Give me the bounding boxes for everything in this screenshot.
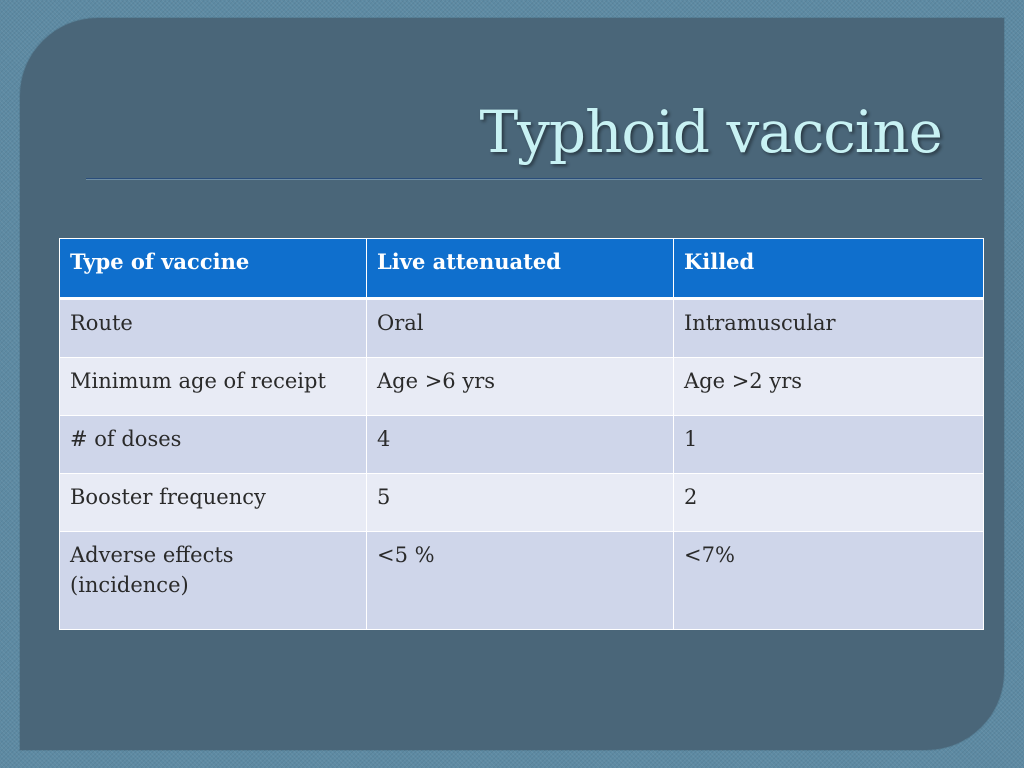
header-type-of-vaccine: Type of vaccine <box>60 239 367 299</box>
killed-cell: 2 <box>674 474 984 532</box>
header-live-attenuated: Live attenuated <box>367 239 674 299</box>
table-row-doses <box>60 416 984 474</box>
table-row-route <box>60 299 984 358</box>
killed-cell: Age >2 yrs <box>674 358 984 416</box>
row-label-cell: Minimum age of receipt <box>60 358 367 416</box>
slide-title: Typhoid vaccine <box>479 98 942 166</box>
table-header-row <box>60 239 984 299</box>
live-attenuated-cell: Age >6 yrs <box>367 358 674 416</box>
row-label-cell: Route <box>60 299 367 358</box>
vaccine-comparison-table <box>59 238 984 630</box>
table-row-minimum-age <box>60 358 984 416</box>
live-attenuated-cell: 4 <box>367 416 674 474</box>
killed-cell: <7% <box>674 532 984 630</box>
killed-cell: 1 <box>674 416 984 474</box>
row-label-cell: # of doses <box>60 416 367 474</box>
header-killed: Killed <box>674 239 984 299</box>
table-row-booster-frequency <box>60 474 984 532</box>
title-divider <box>86 178 982 180</box>
killed-cell: Intramuscular <box>674 299 984 358</box>
row-label-cell: Booster frequency <box>60 474 367 532</box>
live-attenuated-cell: 5 <box>367 474 674 532</box>
table-row-adverse-effects <box>60 532 984 630</box>
row-label-cell: Adverse effects (incidence) <box>60 532 367 630</box>
live-attenuated-cell: <5 % <box>367 532 674 630</box>
live-attenuated-cell: Oral <box>367 299 674 358</box>
